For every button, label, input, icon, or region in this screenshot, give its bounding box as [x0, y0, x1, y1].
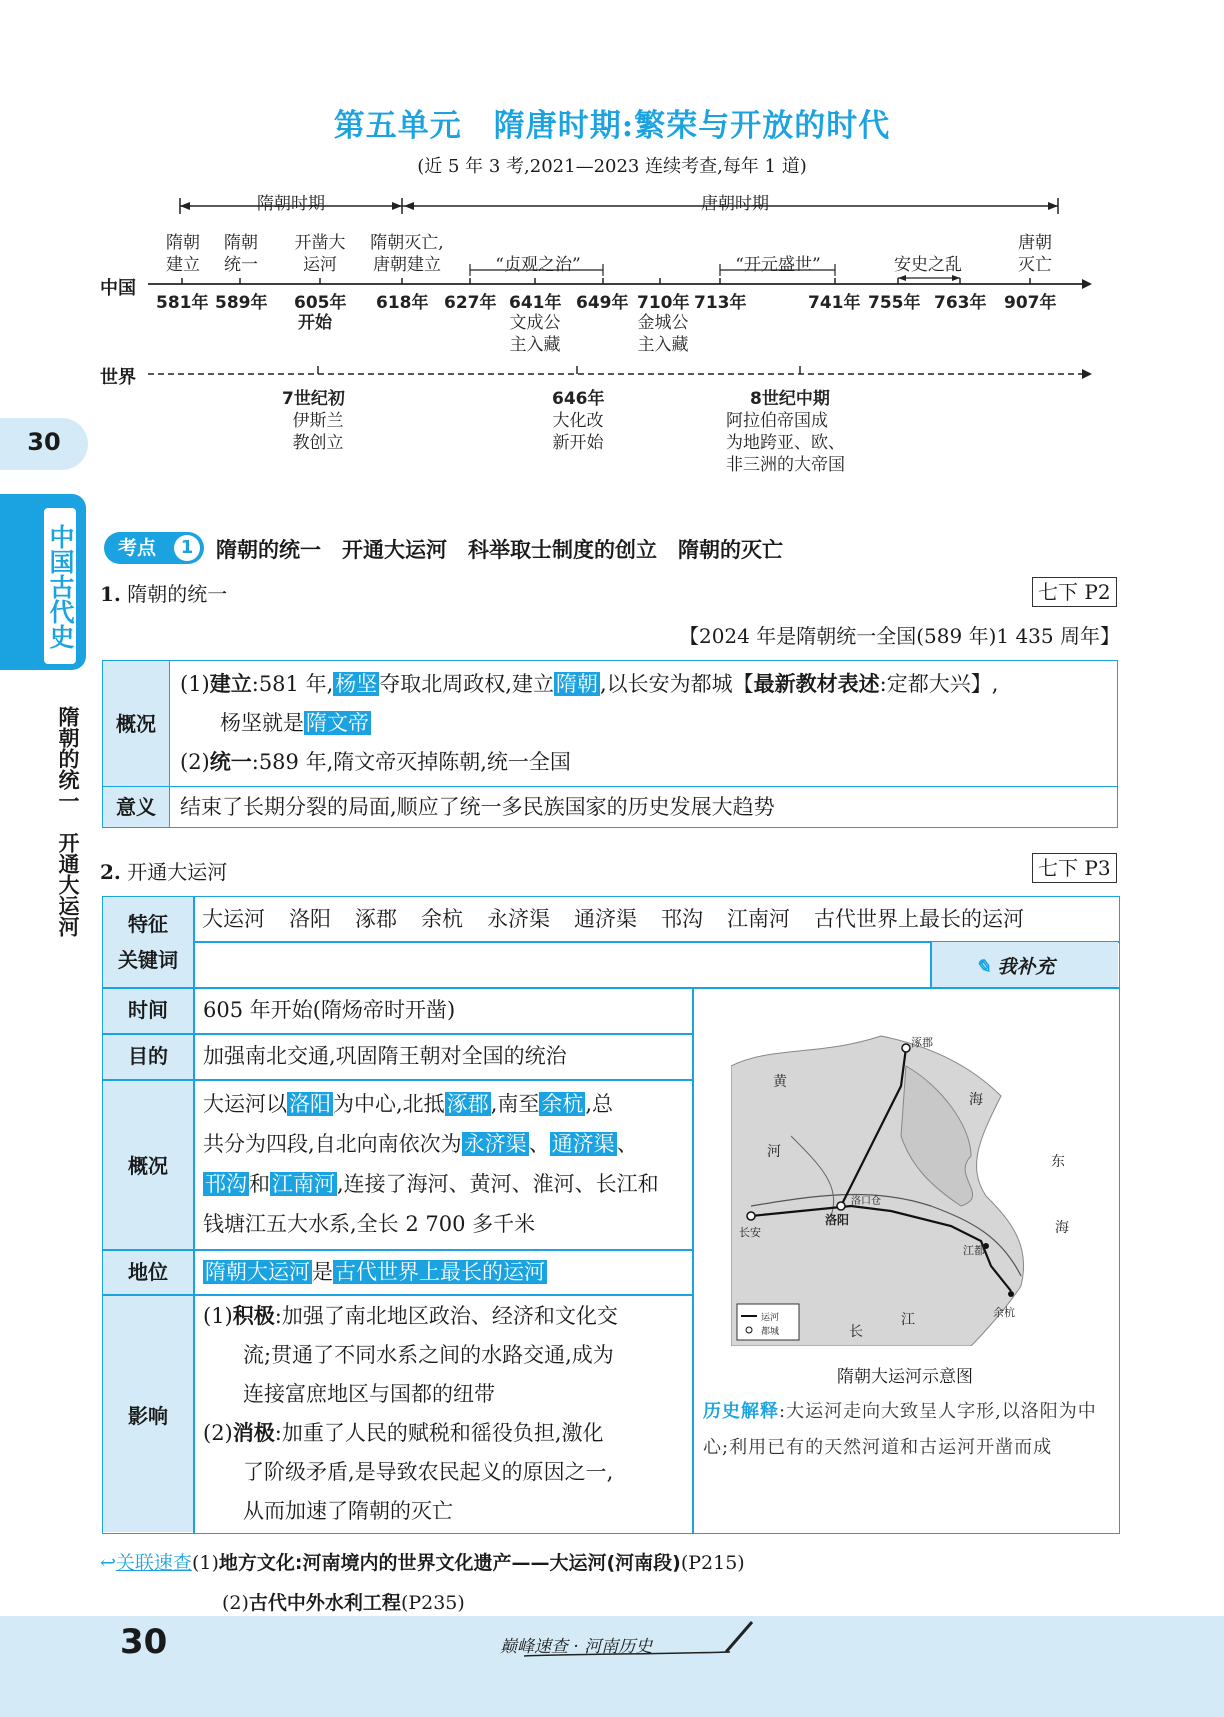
- ov-line1: [203, 1084, 689, 1124]
- im-negative: 消极: [232, 1421, 275, 1445]
- section-side-label: 隋朝的统一 开通大运河: [56, 706, 80, 937]
- ov-line2: [203, 1124, 689, 1164]
- event-sui-founded: 隋朝 建立: [166, 233, 200, 275]
- highlight-tongjiqu: 通济渠: [551, 1132, 615, 1156]
- im-line5: 了阶级矛盾,是导致农民起义的原因之一,: [243, 1460, 614, 1484]
- map-label-changan: 长安: [739, 1226, 761, 1239]
- im-line2: 流;贯通了不同水系之间的水路交通,成为: [243, 1343, 614, 1367]
- part1-heading: [100, 578, 227, 607]
- ov-1c: ,南至: [490, 1092, 540, 1116]
- im-1c: :加强了南北地区政治、经济和文化交: [274, 1304, 618, 1328]
- footer-brand: 巅峰速查 · 河南历史: [500, 1637, 653, 1657]
- kw-bottom-divider: [103, 987, 1119, 989]
- year-605-note: 开始: [298, 313, 332, 333]
- l1-text-d: :定都大兴】,: [879, 672, 999, 696]
- world-event-arab: 阿拉伯帝国成 为地跨亚、欧、 非三洲的大帝国: [726, 411, 845, 475]
- map-caption: 隋朝大运河示意图: [837, 1367, 973, 1387]
- time-label: 时间: [128, 998, 168, 1022]
- year-755: 755年: [868, 293, 921, 313]
- highlight-sui-canal: 隋朝大运河: [205, 1260, 310, 1284]
- related-line2: [222, 1588, 465, 1615]
- im-4a: (2): [203, 1421, 233, 1445]
- world-year-646: 646年: [552, 389, 605, 409]
- year-907: 907年: [1004, 293, 1057, 313]
- event-sui-unify: 隋朝 统一: [224, 233, 258, 275]
- highlight-longest-canal: 古代世界上最长的运河: [335, 1260, 545, 1284]
- explanation-text: :大运河走向大致呈人字形,以洛阳为中心;利用已有的天然河道和古运河开凿而成: [703, 1401, 1097, 1458]
- highlight-suiwendi: 隋文帝: [306, 711, 369, 735]
- ov-1b: 为中心,北抵: [333, 1092, 445, 1116]
- event-canal-dig: 开凿大 运河: [294, 233, 346, 275]
- part1-line2: [180, 704, 1107, 743]
- world-event-taika: 大化改 新开始: [552, 411, 604, 453]
- part1-overview-label: 概况: [103, 661, 170, 787]
- map-label-jiang: 江: [901, 1312, 915, 1328]
- im-positive: 积极: [232, 1304, 275, 1328]
- year-641: 641年: [509, 293, 562, 313]
- l1-text-c: ,以长安为都城【: [599, 672, 754, 696]
- highlight-yongjiqu: 永济渠: [463, 1132, 527, 1156]
- keyword-item: 通济渠: [574, 907, 637, 931]
- status-text: [203, 1256, 547, 1286]
- part1-line1: [180, 665, 1107, 704]
- part1-meaning-text: 结束了长期分裂的局面,顺应了统一多民族国家的历史发展大趋势: [170, 787, 1118, 828]
- map-label-luokoucang: 洛口仓: [851, 1196, 881, 1207]
- kaodian-badge-number: 1: [174, 535, 200, 561]
- related-line1: [100, 1548, 745, 1575]
- ov-1d: ,总: [585, 1092, 614, 1116]
- map-label-zhuojun: 涿郡: [911, 1036, 933, 1049]
- kaodian-badge-label: 考点: [118, 537, 157, 559]
- l3-text: :589 年,隋文帝灭掉陈朝,统一全国: [251, 750, 571, 774]
- row-divider-1: [103, 1033, 693, 1035]
- history-explanation: [703, 1394, 1111, 1466]
- im-1a: (1): [203, 1304, 233, 1328]
- part1-meaning-label: 意义: [103, 787, 170, 828]
- map-label-yuhang: 余杭: [993, 1306, 1015, 1319]
- keywords-list: [202, 903, 1024, 933]
- year-589: 589年: [215, 293, 268, 313]
- part2-num: 2.: [100, 860, 121, 884]
- l3-keyword: 统一: [209, 750, 252, 774]
- related-2b: 古代中外水利工程: [248, 1592, 401, 1614]
- time-text: 605 年开始(隋炀帝时开凿): [203, 998, 456, 1022]
- kaodian-badge: [104, 532, 204, 564]
- keyword-item: 涿郡: [355, 907, 397, 931]
- keyword-item: 大运河: [202, 907, 265, 931]
- map-label-dong: 东: [1051, 1154, 1065, 1170]
- row-label-china: 中国: [100, 278, 136, 299]
- col-divider: [193, 896, 195, 1533]
- l1-new-textbook: 最新教材表述: [753, 672, 880, 696]
- im-line6: 从而加速了隋朝的灭亡: [243, 1499, 453, 1523]
- row-divider-4: [103, 1294, 693, 1296]
- kaodian-title: 隋朝的统一 开通大运河 科举取士制度的创立 隋朝的灭亡: [216, 538, 783, 562]
- status-connector: 是: [312, 1260, 333, 1284]
- map-col-divider: [692, 988, 694, 1533]
- world-year-7c: 7世纪初: [282, 389, 345, 409]
- year-649: 649年: [576, 293, 629, 313]
- row-label-world: 世界: [100, 367, 136, 388]
- map-legend-capital: 都城: [761, 1327, 780, 1337]
- map-label-chang: 长: [849, 1324, 863, 1340]
- ov-2a: 共分为四段,自北向南依次为: [203, 1132, 462, 1156]
- im-line4: [203, 1414, 689, 1453]
- map-label-hai2: 海: [1055, 1220, 1069, 1236]
- impact-label: 影响: [128, 1404, 168, 1428]
- ov-3a: 和: [249, 1172, 270, 1196]
- period-sui: 隋朝时期: [257, 194, 325, 214]
- ov-3b: ,连接了海河、黄河、淮河、长江和: [337, 1172, 659, 1196]
- related-2a: (2): [222, 1592, 249, 1614]
- event-zhenguan: “贞观之治”: [495, 255, 581, 275]
- map-label-he: 河: [767, 1144, 781, 1160]
- related-1b: 地方文化:河南境内的世界文化遗产——大运河(河南段): [218, 1552, 681, 1574]
- canal-map: [731, 1026, 1079, 1346]
- im-line3: 连接富庶地区与国都的纽带: [243, 1382, 495, 1406]
- l3-num: (2): [180, 750, 210, 774]
- keywords-label-1: 特征: [128, 912, 168, 936]
- keyword-item: 永济渠: [487, 907, 550, 931]
- keyword-item: 江南河: [727, 907, 790, 931]
- highlight-jiangnanhe: 江南河: [272, 1172, 335, 1196]
- explanation-label: 历史解释: [703, 1401, 779, 1422]
- purpose-label: 目的: [128, 1044, 168, 1068]
- highlight-zhuojun: 涿郡: [446, 1092, 489, 1116]
- event-kaiyuan: “开元盛世”: [735, 255, 821, 275]
- row-divider-3: [103, 1249, 693, 1251]
- related-1c: (P215): [680, 1552, 745, 1574]
- im-4c: :加重了人民的赋税和徭役负担,激化: [274, 1421, 604, 1445]
- highlight-suichao: 隋朝: [555, 672, 598, 696]
- highlight-yuhang: 余杭: [541, 1092, 584, 1116]
- supplement-label: [975, 952, 1055, 979]
- footer-page-number: 30: [120, 1622, 168, 1662]
- keywords-label-2: 关键词: [118, 948, 178, 972]
- exam-frequency-note: (近 5 年 3 考,2021—2023 连续考查,每年 1 道): [417, 156, 807, 177]
- pencil-icon: ✎: [975, 956, 991, 978]
- keyword-item: 洛阳: [289, 907, 331, 931]
- category-tab-label: 中国古代史: [44, 508, 76, 664]
- part1-line3: [180, 743, 1107, 782]
- part1-anniversary-note: 【2024 年是隋朝统一全国(589 年)1 435 周年】: [678, 624, 1120, 648]
- map-legend-canal: 运河: [761, 1313, 780, 1323]
- event-tang-fall: 唐朝 灭亡: [1018, 233, 1052, 275]
- l1-num: (1): [180, 672, 210, 696]
- part2-overview-label: 概况: [128, 1154, 168, 1178]
- event-sui-fall-tang-founded: 隋朝灭亡, 唐朝建立: [370, 233, 444, 275]
- ov-2c: 、: [616, 1132, 638, 1156]
- map-label-hai: 海: [969, 1092, 983, 1108]
- highlight-hangou: 邗沟: [205, 1172, 247, 1196]
- year-618: 618年: [376, 293, 429, 313]
- year-710: 710年: [637, 293, 690, 313]
- footer-pen-stroke: [520, 1618, 760, 1662]
- part2-heading: [100, 856, 227, 885]
- part1-title: 隋朝的统一: [127, 582, 228, 606]
- l1-keyword: 建立: [209, 672, 252, 696]
- keywords-label: [103, 906, 193, 978]
- year-581: 581年: [156, 293, 209, 313]
- map-label-huang: 黄: [773, 1074, 787, 1090]
- year-627: 627年: [444, 293, 497, 313]
- keyword-item: 古代世界上最长的运河: [814, 907, 1024, 931]
- part2-title: 开通大运河: [127, 860, 228, 884]
- related-2c: (P235): [400, 1592, 465, 1614]
- page-tab-number: 30: [27, 428, 61, 456]
- ov-2b: 、: [528, 1132, 550, 1156]
- link-icon: ↩: [100, 1552, 116, 1574]
- impact-text: [203, 1297, 689, 1531]
- status-label: 地位: [128, 1260, 168, 1284]
- ov-line3: [203, 1164, 689, 1204]
- part1-overview-content: [170, 661, 1118, 787]
- part1-num: 1.: [100, 582, 121, 606]
- l1-text-a: :581 年,: [251, 672, 334, 696]
- ov-line4: 钱塘江五大水系,全长 2 700 多千米: [203, 1212, 536, 1236]
- purpose-text: 加强南北交通,巩固隋王朝对全国的统治: [203, 1044, 567, 1068]
- ov-1a: 大运河以: [203, 1092, 287, 1116]
- highlight-luoyang: 洛阳: [289, 1092, 331, 1116]
- supplement-text: 我补充: [997, 956, 1055, 978]
- part1-textbook-ref: 七下 P2: [1032, 577, 1117, 607]
- keyword-item: 余杭: [421, 907, 463, 931]
- part2-textbook-ref: 七下 P3: [1032, 853, 1117, 883]
- related-1a: (1): [191, 1552, 219, 1574]
- year-741: 741年: [808, 293, 861, 313]
- related-label: 关联速查: [115, 1552, 192, 1574]
- unit-title: 第五单元 隋唐时期:繁荣与开放的时代: [333, 108, 891, 144]
- event-wencheng: 文成公 主入藏: [509, 313, 561, 355]
- event-jincheng: 金城公 主入藏: [637, 313, 689, 355]
- highlight-yangjian: 杨坚: [335, 672, 378, 696]
- year-605: 605年: [294, 293, 347, 313]
- part2-label-column: [103, 897, 193, 1532]
- map-label-jiangdu: 江都: [963, 1244, 985, 1257]
- l2-text: 杨坚就是: [220, 711, 304, 735]
- year-713: 713年: [694, 293, 747, 313]
- world-year-8c: 8世纪中期: [750, 389, 830, 409]
- l1-text-b: 夺取北周政权,建立: [379, 672, 554, 696]
- world-event-islam: 伊斯兰 教创立: [292, 411, 344, 453]
- im-line1: [203, 1297, 689, 1336]
- period-tang: 唐朝时期: [701, 194, 769, 214]
- part2-overview-text: [203, 1084, 689, 1244]
- part1-table: [102, 660, 1118, 828]
- row-divider-2: [103, 1079, 693, 1081]
- year-763: 763年: [934, 293, 987, 313]
- map-label-luoyang: 洛阳: [825, 1213, 850, 1227]
- event-anshi: 安史之乱: [894, 255, 962, 275]
- keyword-item: 邗沟: [661, 907, 703, 931]
